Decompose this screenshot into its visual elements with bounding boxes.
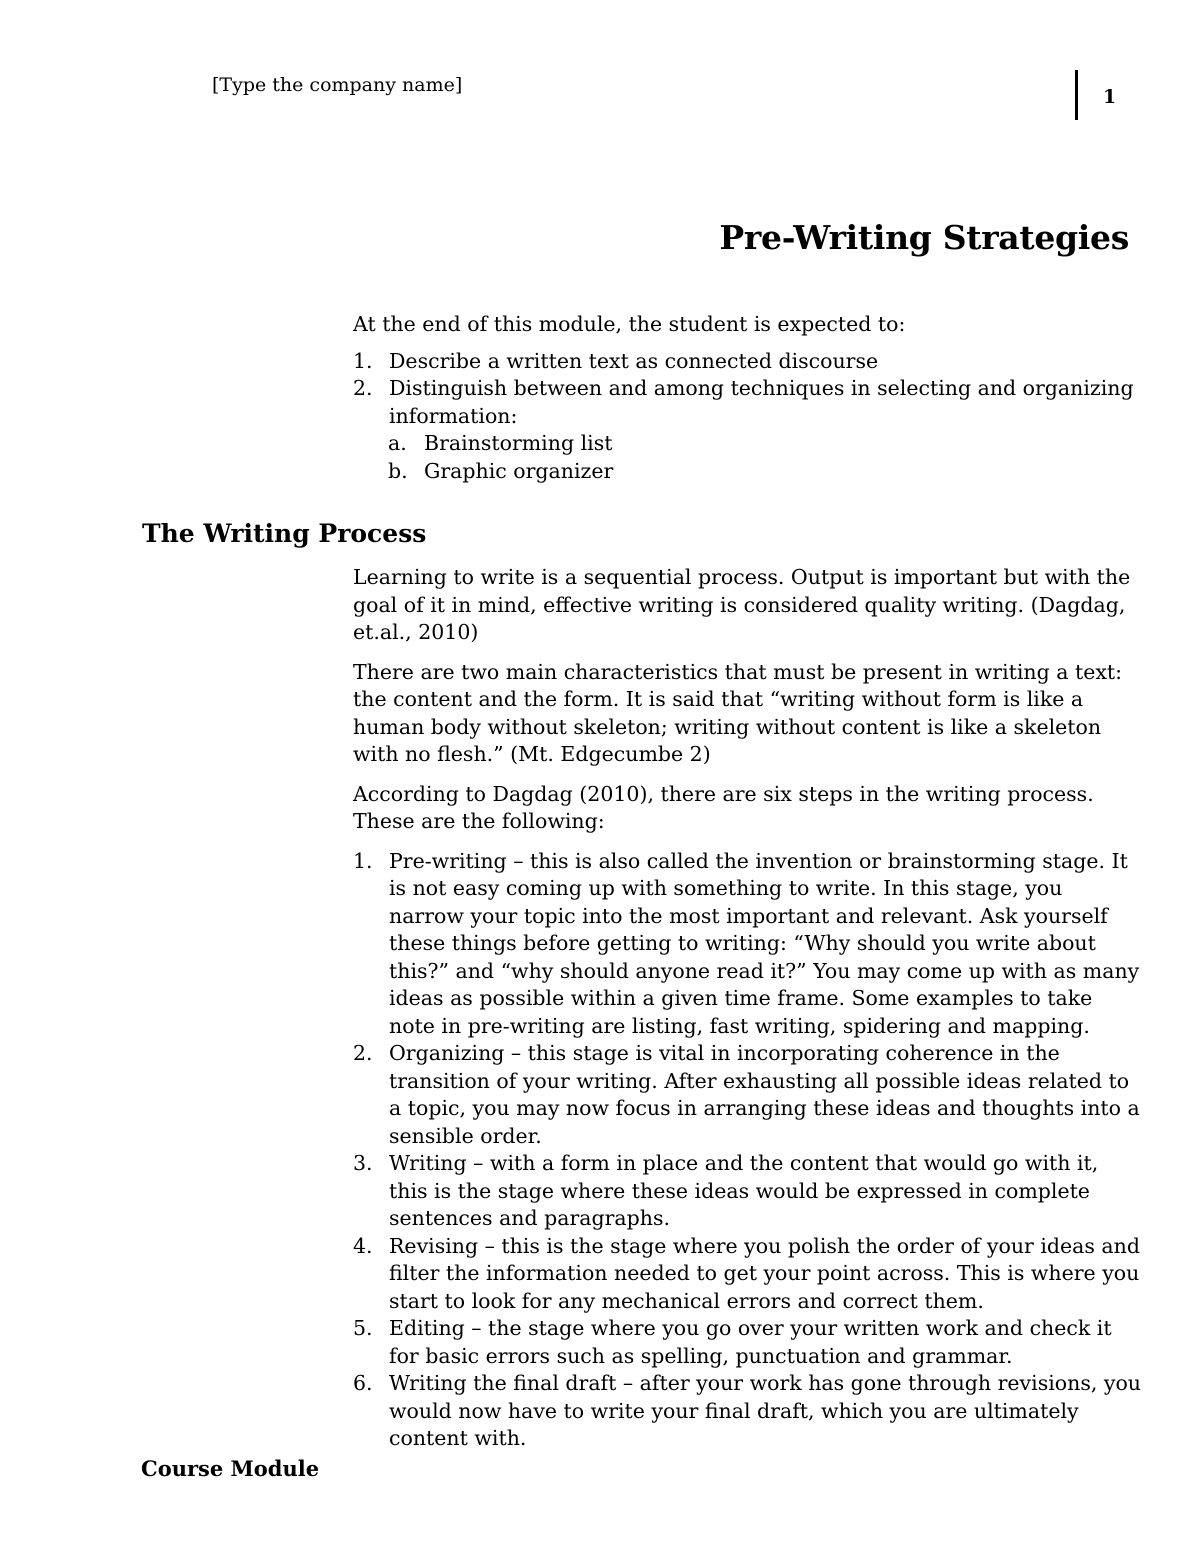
list-marker: 2. — [353, 376, 373, 400]
list-marker: a. — [388, 431, 407, 455]
list-marker: 6. — [353, 1371, 373, 1395]
list-item — [388, 430, 1143, 458]
paragraph: Learning to write is a sequential process. Output is important but with the goal of it in mind, effective writing is considered quality writing. (Dagdag, et.al., 2010) — [353, 565, 1131, 644]
list-item-text: Pre-writing – this is also called the invention or brainstorming stage. It is not easy coming up with something to write. In this stage, you narrow your topic into the most important and relevant. Ask yourself these things before getting to writing: “Why should you write about this?” and “why should anyone read it?” You may come up with as many ideas as possible within a given time frame. Some examples to take note in pre-writing are listing, fast writing, spidering and mapping. — [389, 848, 1140, 1038]
objectives-sublist — [353, 430, 1143, 485]
document-title: Pre-Writing Strategies — [719, 218, 1129, 257]
list-marker: 1. — [353, 848, 373, 873]
list-item — [353, 1370, 1143, 1453]
list-item-text: Writing – with a form in place and the content that would go with it, this is the stage where these ideas would be expressed in complete sentences and paragraphs. — [389, 1151, 1099, 1230]
list-marker: b. — [388, 458, 408, 483]
paragraph: There are two main characteristics that must be present in writing a text: the content and the form. It is said that “writing without form is like a human body without skeleton; writing without content is like a skeleton with no flesh.” (Mt. Edgecumbe 2) — [353, 659, 1123, 766]
section-heading: The Writing Process — [142, 519, 427, 548]
list-item-text: Brainstorming list — [424, 431, 613, 455]
list-item-text: Distinguish between and among techniques in selecting and organizing information: — [389, 376, 1134, 428]
list-item-text: Writing the final draft – after your work has gone through revisions, you would now have to write your final draft, which you are ultimately content with. — [389, 1371, 1141, 1450]
list-item — [353, 1315, 1143, 1370]
writing-steps-list — [353, 848, 1143, 1453]
list-item-text: Describe a written text as connected discourse — [389, 348, 879, 373]
list-item — [388, 458, 1143, 486]
list-item — [353, 348, 1143, 376]
list-marker: 4. — [353, 1233, 373, 1258]
objectives-list — [353, 348, 1143, 431]
list-marker: 3. — [353, 1151, 373, 1175]
page-number: 1 — [1103, 86, 1117, 108]
list-item-text: Graphic organizer — [424, 458, 614, 483]
list-item — [353, 1040, 1143, 1150]
objectives-intro: At the end of this module, the student is expected to: — [353, 312, 906, 336]
list-item-text: Organizing – this stage is vital in incorporating coherence in the transition of your writing. After exhausting all possible ideas related to a topic, you may now focus in arranging these ideas and thoughts into a sensible order. — [389, 1041, 1140, 1148]
list-marker: 5. — [353, 1316, 373, 1340]
learning-objectives — [353, 311, 1143, 485]
list-item — [353, 1233, 1143, 1316]
list-item — [353, 375, 1143, 430]
paragraph: According to Dagdag (2010), there are six steps in the writing process. These are the following: — [353, 781, 1094, 833]
list-item-text: Revising – this is the stage where you polish the order of your ideas and filter the information needed to get your point across. This is where you start to look for any mechanical errors and correct them. — [389, 1233, 1140, 1313]
footer-course-module: Course Module — [141, 1456, 320, 1481]
header-divider — [1075, 70, 1078, 120]
list-item — [353, 1150, 1143, 1233]
header-company-name: [Type the company name] — [212, 74, 463, 96]
list-item-text: Editing – the stage where you go over your written work and check it for basic errors such as spelling, punctuation and grammar. — [389, 1316, 1112, 1368]
list-item — [353, 848, 1143, 1041]
list-marker: 2. — [353, 1041, 373, 1065]
writing-process-body — [353, 564, 1143, 1453]
list-marker: 1. — [353, 348, 373, 373]
